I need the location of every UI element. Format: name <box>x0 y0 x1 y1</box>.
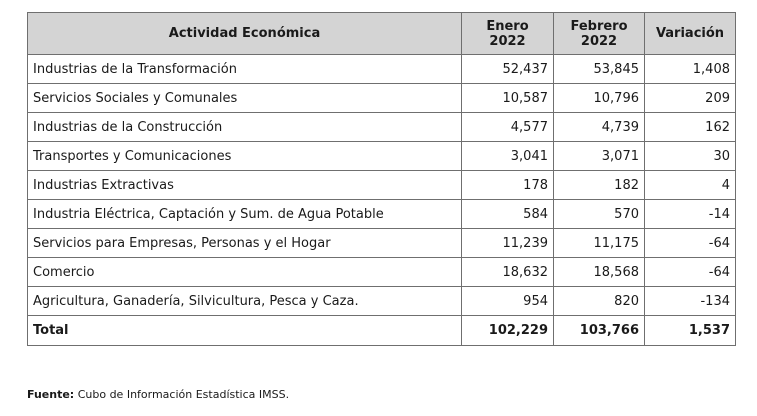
source-label: Fuente: <box>27 388 75 401</box>
row-february-value: 53,845 <box>554 55 645 84</box>
table-row <box>28 113 736 142</box>
row-february-value: 4,739 <box>554 113 645 142</box>
row-activity-label: Servicios Sociales y Comunales <box>28 84 462 113</box>
table-row <box>28 229 736 258</box>
row-february-value: 3,071 <box>554 142 645 171</box>
header-february-2022 <box>554 13 645 55</box>
row-variation-value: 1,408 <box>645 55 736 84</box>
row-variation-value: -134 <box>645 287 736 316</box>
row-variation-value: -64 <box>645 258 736 287</box>
row-activity-label: Industrias de la Construcción <box>28 113 462 142</box>
table-row <box>28 142 736 171</box>
total-february-value: 103,766 <box>554 316 645 346</box>
row-variation-value: 209 <box>645 84 736 113</box>
header-activity: Actividad Económica <box>28 13 462 55</box>
source-text: Cubo de Información Estadística IMSS. <box>74 388 290 401</box>
row-january-value: 178 <box>462 171 554 200</box>
table-row <box>28 258 736 287</box>
header-january-2022 <box>462 13 554 55</box>
employment-table-container <box>27 12 735 346</box>
employment-by-activity-table <box>27 12 736 346</box>
row-variation-value: -14 <box>645 200 736 229</box>
table-row <box>28 171 736 200</box>
row-january-value: 954 <box>462 287 554 316</box>
row-january-value: 10,587 <box>462 84 554 113</box>
header-february-year: 2022 <box>580 33 618 49</box>
table-row <box>28 287 736 316</box>
row-february-value: 11,175 <box>554 229 645 258</box>
total-label: Total <box>28 316 462 346</box>
row-february-value: 820 <box>554 287 645 316</box>
table-row <box>28 200 736 229</box>
row-variation-value: 30 <box>645 142 736 171</box>
row-activity-label: Transportes y Comunicaciones <box>28 142 462 171</box>
header-january-month: Enero <box>486 18 529 34</box>
row-activity-label: Industrias de la Transformación <box>28 55 462 84</box>
row-february-value: 570 <box>554 200 645 229</box>
row-variation-value: -64 <box>645 229 736 258</box>
table-row <box>28 84 736 113</box>
row-february-value: 182 <box>554 171 645 200</box>
row-activity-label: Industrias Extractivas <box>28 171 462 200</box>
table-total-row <box>28 316 736 346</box>
row-february-value: 10,796 <box>554 84 645 113</box>
row-january-value: 4,577 <box>462 113 554 142</box>
row-variation-value: 162 <box>645 113 736 142</box>
row-activity-label: Industria Eléctrica, Captación y Sum. de Agua Potable <box>28 200 462 229</box>
row-january-value: 52,437 <box>462 55 554 84</box>
source-note <box>27 388 289 401</box>
header-february-month: Febrero <box>570 18 628 34</box>
row-january-value: 584 <box>462 200 554 229</box>
table-header-row <box>28 13 736 55</box>
total-january-value: 102,229 <box>462 316 554 346</box>
row-january-value: 11,239 <box>462 229 554 258</box>
row-january-value: 18,632 <box>462 258 554 287</box>
row-variation-value: 4 <box>645 171 736 200</box>
header-variation: Variación <box>645 13 736 55</box>
table-row <box>28 55 736 84</box>
row-activity-label: Agricultura, Ganadería, Silvicultura, Pesca y Caza. <box>28 287 462 316</box>
total-variation-value: 1,537 <box>645 316 736 346</box>
row-activity-label: Comercio <box>28 258 462 287</box>
row-january-value: 3,041 <box>462 142 554 171</box>
header-january-year: 2022 <box>489 33 526 49</box>
row-february-value: 18,568 <box>554 258 645 287</box>
row-activity-label: Servicios para Empresas, Personas y el Hogar <box>28 229 462 258</box>
